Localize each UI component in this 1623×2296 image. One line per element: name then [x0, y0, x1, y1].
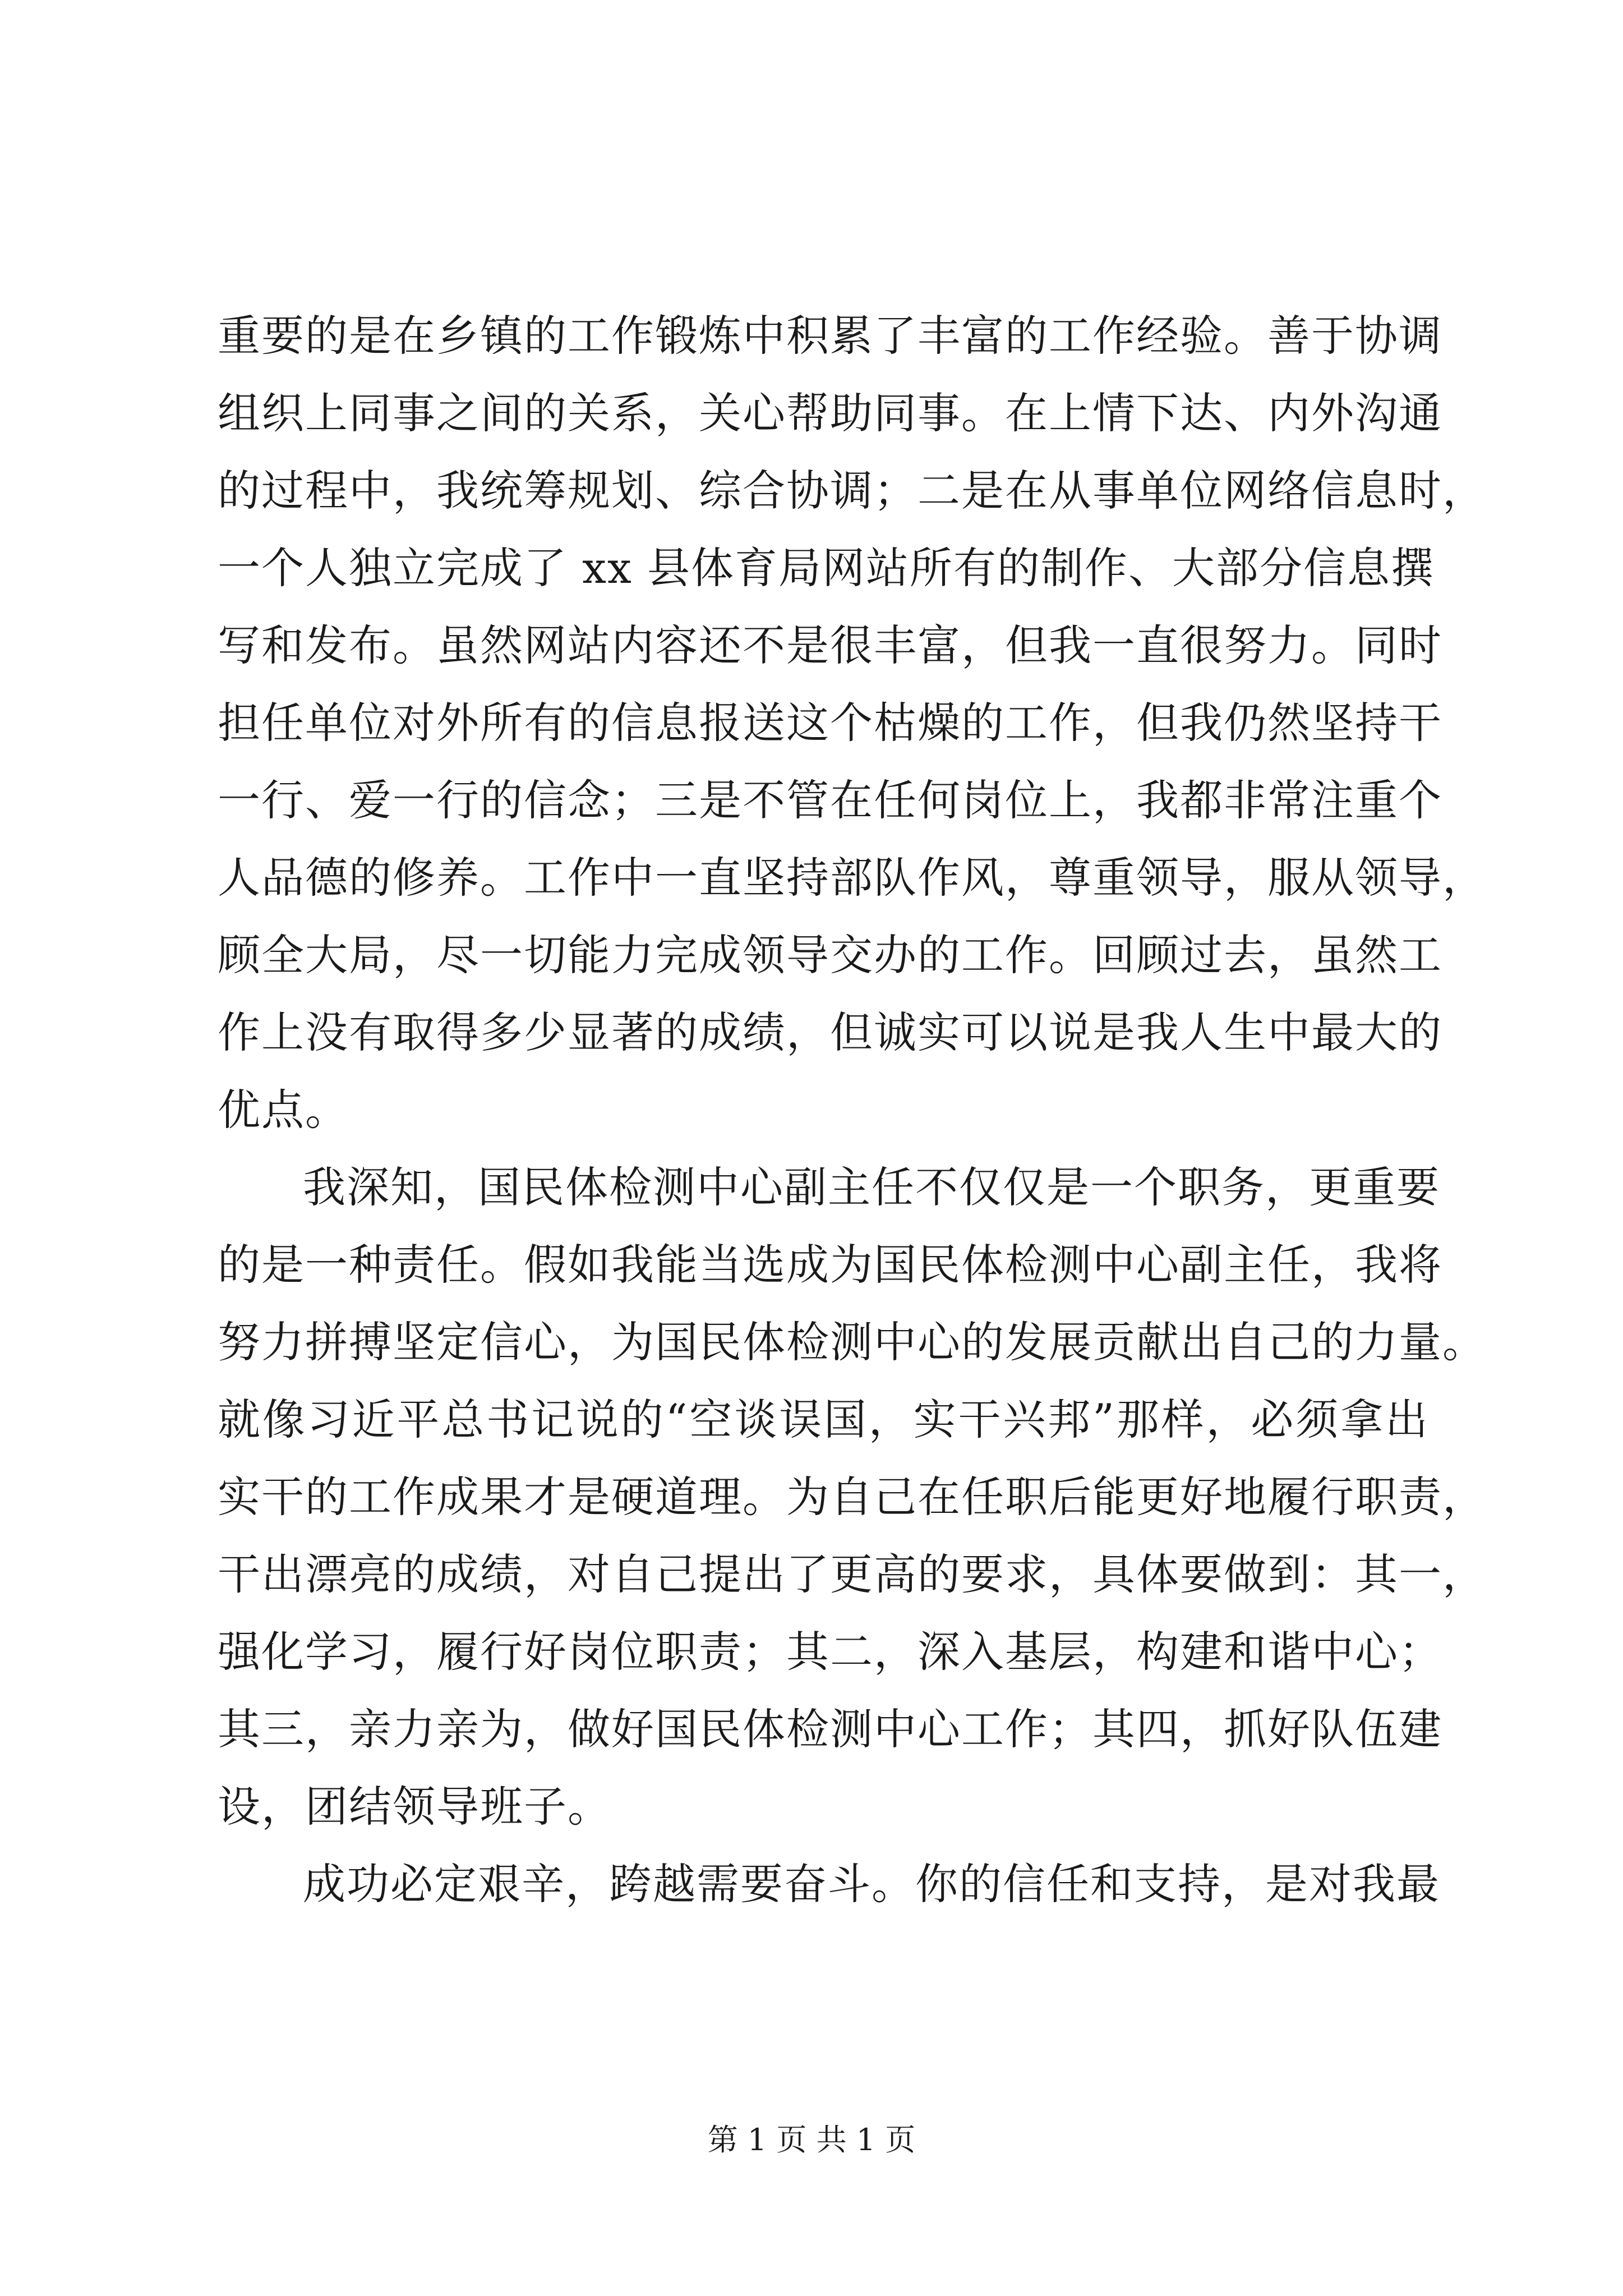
text-line: 重要的是在乡镇的工作锻炼中积累了丰富的工作经验。善于协调 — [218, 311, 1442, 361]
text-line: 一个人独立完成了 xx 县体育局网站所有的制作、大部分信息撰 — [218, 543, 1435, 593]
text-line: 强化学习，履行好岗位职责；其二，深入基层，构建和谐中心； — [218, 1627, 1442, 1677]
text-line: 的过程中，我统筹规划、综合协调；二是在从事单位网络信息时， — [218, 466, 1486, 516]
text-line: 设，团结领导班子。 — [218, 1782, 611, 1832]
text-line: 实干的工作成果才是硬道理。为自己在任职后能更好地履行职责， — [218, 1472, 1486, 1522]
text-line: 担任单位对外所有的信息报送这个枯燥的工作，但我仍然坚持干 — [218, 698, 1442, 748]
text-line: 我深知，国民体检测中心副主任不仅仅是一个职务，更重要 — [303, 1162, 1440, 1212]
text-line: 一行、爱一行的信念；三是不管在任何岗位上，我都非常注重个 — [218, 775, 1442, 825]
text-line: 其三，亲力亲为，做好国民体检测中心工作；其四，抓好队伍建 — [218, 1704, 1442, 1754]
paragraph-3 — [218, 1846, 1440, 1923]
text-line: 就像习近平总书记说的“空谈误国，实干兴邦”那样，必须拿出 — [218, 1395, 1429, 1444]
text-line: 顾全大局，尽一切能力完成领导交办的工作。回顾过去，虽然工 — [218, 930, 1442, 980]
text-line: 优点。 — [218, 1085, 349, 1135]
text-line: 干出漂亮的成绩，对自己提出了更高的要求，具体要做到：其一， — [218, 1549, 1486, 1599]
paragraph-2 — [218, 1149, 1486, 1846]
page-number-label: 第 1 页 共 1 页 — [707, 2122, 916, 2157]
page-footer — [0, 2120, 1623, 2160]
text-line: 努力拼搏坚定信心，为国民体检测中心的发展贡献出自己的力量。 — [218, 1317, 1486, 1367]
text-line: 组织上同事之间的关系，关心帮助同事。在上情下达、内外沟通 — [218, 388, 1442, 438]
text-line: 作上没有取得多少显著的成绩，但诚实可以说是我人生中最大的 — [218, 1007, 1442, 1057]
paragraph-1 — [218, 297, 1486, 1149]
text-line: 人品德的修养。工作中一直坚持部队作风，尊重领导，服从领导， — [218, 853, 1486, 903]
text-line: 写和发布。虽然网站内容还不是很丰富，但我一直很努力。同时 — [218, 620, 1442, 670]
text-line: 的是一种责任。假如我能当选成为国民体检测中心副主任，我将 — [218, 1240, 1442, 1290]
text-line: 成功必定艰辛，跨越需要奋斗。你的信任和支持，是对我最 — [303, 1859, 1440, 1909]
document-body — [218, 297, 1486, 1923]
